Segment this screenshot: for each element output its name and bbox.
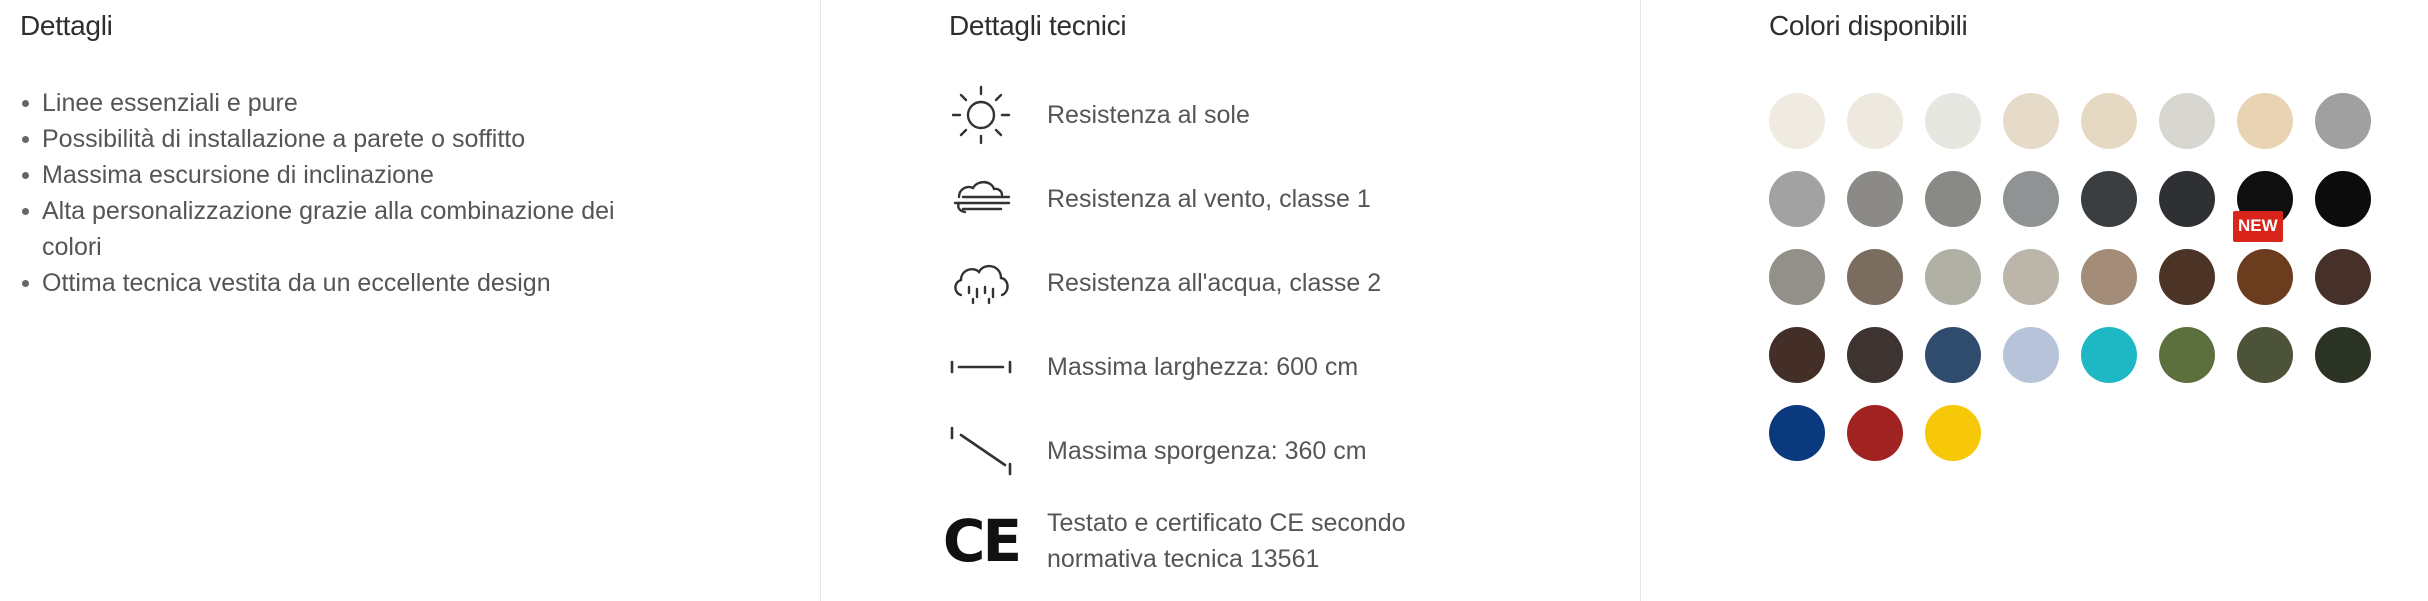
color-swatch[interactable] xyxy=(2003,171,2059,227)
color-swatch[interactable] xyxy=(1847,93,1903,149)
color-swatch[interactable] xyxy=(1925,93,1981,149)
color-swatch[interactable] xyxy=(2315,249,2371,305)
color-swatch[interactable] xyxy=(2315,171,2371,227)
spec-label: Resistenza all'acqua, classe 2 xyxy=(1047,269,1382,297)
color-swatch[interactable] xyxy=(2081,93,2137,149)
color-swatch[interactable] xyxy=(2237,93,2293,149)
color-swatch[interactable] xyxy=(2237,249,2293,305)
width-icon xyxy=(949,335,1013,399)
rain-cloud-icon xyxy=(949,251,1013,315)
ce-mark-icon: CE xyxy=(942,507,1020,575)
details-title: Dettagli xyxy=(20,10,113,41)
color-swatch[interactable] xyxy=(1847,249,1903,305)
color-swatch[interactable] xyxy=(2081,327,2137,383)
spec-list xyxy=(942,73,1640,589)
color-swatch[interactable] xyxy=(2315,93,2371,149)
spec-sun-resistance xyxy=(949,73,1640,157)
color-swatch[interactable] xyxy=(2237,171,2293,235)
color-swatch[interactable] xyxy=(1769,327,1825,383)
available-colors-column xyxy=(1640,0,2428,601)
color-swatch-grid xyxy=(1769,93,2428,461)
color-swatch[interactable] xyxy=(1925,249,1981,305)
technical-details-column xyxy=(820,0,1640,601)
color-swatch[interactable] xyxy=(1925,171,1981,227)
color-swatch[interactable] xyxy=(2237,327,2293,383)
color-swatch[interactable] xyxy=(1925,327,1981,383)
spec-max-projection xyxy=(949,409,1640,493)
details-column xyxy=(0,0,820,601)
new-badge: NEW xyxy=(2233,211,2283,242)
color-swatch[interactable] xyxy=(1847,405,1903,461)
feature-item: Possibilità di installazione a parete o soffitto xyxy=(20,121,680,157)
spec-water-resistance xyxy=(949,241,1640,325)
color-swatch[interactable] xyxy=(2159,93,2215,149)
color-swatch[interactable] xyxy=(2159,327,2215,383)
spec-label: Resistenza al sole xyxy=(1047,101,1250,129)
color-swatch[interactable] xyxy=(2081,249,2137,305)
color-swatch[interactable] xyxy=(2003,93,2059,149)
color-swatch[interactable] xyxy=(2081,171,2137,227)
color-swatch[interactable] xyxy=(1769,93,1825,149)
spec-ce-certification xyxy=(942,493,1640,589)
wind-icon xyxy=(949,167,1013,231)
color-swatch[interactable] xyxy=(1769,405,1825,461)
spec-label: Massima sporgenza: 360 cm xyxy=(1047,437,1367,465)
color-swatch[interactable] xyxy=(2003,327,2059,383)
feature-item: Ottima tecnica vestita da un eccellente design xyxy=(20,265,680,301)
spec-max-width xyxy=(949,325,1640,409)
spec-label: Resistenza al vento, classe 1 xyxy=(1047,185,1371,213)
color-swatch[interactable] xyxy=(1847,171,1903,227)
color-swatch[interactable] xyxy=(2159,249,2215,305)
feature-item: Massima escursione di inclinazione xyxy=(20,157,680,193)
color-swatch[interactable] xyxy=(1769,249,1825,305)
sun-icon xyxy=(949,83,1013,147)
color-swatch[interactable] xyxy=(2003,249,2059,305)
available-colors-title: Colori disponibili xyxy=(1769,10,1968,41)
feature-item: Linee essenziali e pure xyxy=(20,85,680,121)
features-list xyxy=(20,85,680,301)
projection-icon xyxy=(949,419,1013,483)
color-swatch[interactable] xyxy=(2159,171,2215,227)
technical-details-title: Dettagli tecnici xyxy=(949,10,1127,41)
color-swatch[interactable] xyxy=(1847,327,1903,383)
color-swatch[interactable] xyxy=(1925,405,1981,461)
color-swatch[interactable] xyxy=(1769,171,1825,227)
feature-item: Alta personalizzazione grazie alla combinazione dei colori xyxy=(20,193,680,265)
spec-label: Massima larghezza: 600 cm xyxy=(1047,353,1359,381)
spec-label: Testato e certificato CE secondo normativa tecnica 13561 xyxy=(1047,509,1406,573)
spec-wind-resistance xyxy=(949,157,1640,241)
color-swatch[interactable] xyxy=(2315,327,2371,383)
